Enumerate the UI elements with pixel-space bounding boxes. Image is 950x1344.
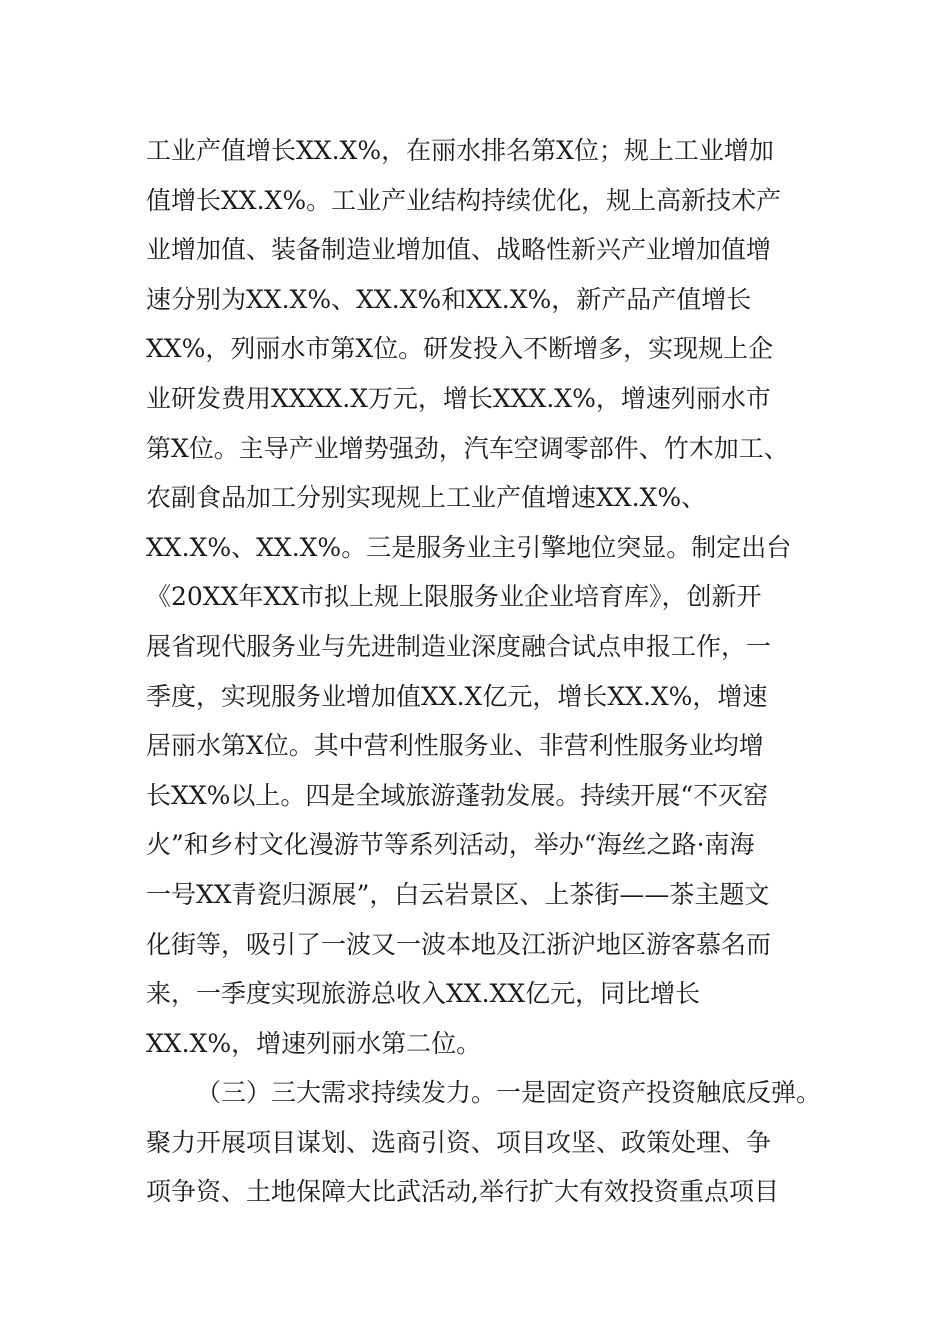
text-line: XX.X%、XX.X%。三是服务业主引擎地位突显。制定出台 [146,532,792,562]
text-line: 值增长XX.X%。工业产业结构持续优化，规上高新技术产 [146,185,782,215]
text-line: 业研发费用XXXX.X万元，增长XXX.X%，增速列丽水市 [146,383,771,413]
section-heading-line: （三）三大需求持续发力。一是固定资产投资触底反弹。 [196,1078,822,1108]
text-line: 农副食品加工分别实现规上工业产值增速XX.X%、 [146,483,707,513]
text-line: 季度，实现服务业增加值XX.X亿元，增长XX.X%，增速 [146,681,768,711]
text-line: 第X位。主导产业增势强劲，汽车空调零部件、竹木加工、 [146,433,789,463]
text-line: 居丽水第X位。其中营利性服务业、非营利性服务业均增 [146,731,764,761]
text-line: 工业产值增长XX.X%，在丽水排名第X位；规上工业增加 [146,136,774,165]
text-line: 长XX%以上。四是全域旅游蓬勃发展。持续开展“不灭窑 [146,780,769,810]
text-line: 火”和乡村文化漫游节等系列活动，举办“海丝之路·南海 [146,830,755,860]
text-line: 一号XX青瓷归源展”，白云岩景区、上茶街——茶主题文 [146,879,770,909]
text-line: 业增加值、装备制造业增加值、战略性新兴产业增加值增 [146,235,772,265]
text-line: 展省现代服务业与先进制造业深度融合试点申报工作，一 [146,631,772,661]
body-text [146,126,830,1217]
text-line: 速分别为XX.X%、XX.X%和XX.X%，新产品产值增长 [146,284,752,314]
text-line: 来，一季度实现旅游总收入XX.XX亿元，同比增长 [146,979,701,1009]
text-line: 项争资、土地保障大比武活动,举行扩大有效投资重点项目 [146,1177,779,1207]
text-line: 聚力开展项目谋划、选商引资、项目攻坚、政策处理、争 [146,1127,772,1157]
text-line: 《20XX年XX市拟上规上限服务业企业培育库》，创新开 [146,582,762,612]
text-line: XX%，列丽水市第X位。研发投入不断增多，实现规上企 [146,334,774,364]
text-line: 化街等，吸引了一波又一波本地及江浙沪地区游客慕名而 [146,929,772,959]
text-line: XX.X%，增速列丽水第二位。 [146,1028,482,1058]
